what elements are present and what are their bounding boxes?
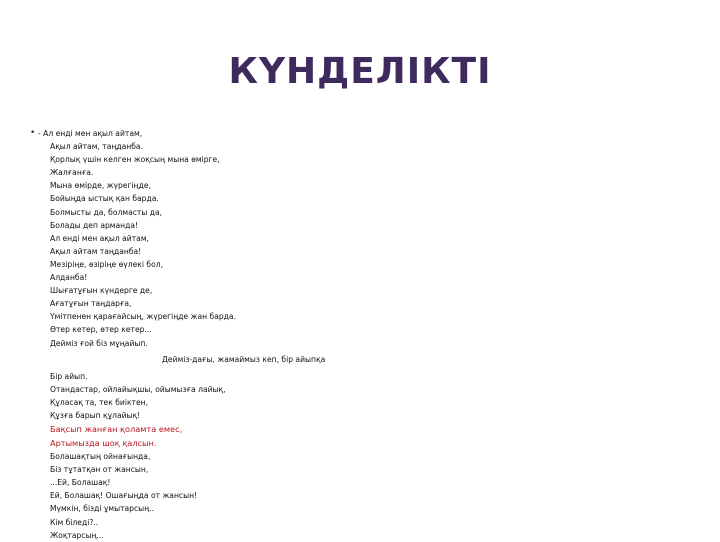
poem-line: ...Ей, Болашақ! bbox=[50, 478, 111, 488]
poem-highlight-line: Бақсып жанған қоламта емес, bbox=[50, 424, 183, 435]
poem-lines bbox=[38, 127, 678, 542]
poem-line: Мүмкін, бізді ұмытарсың.. bbox=[50, 504, 154, 514]
poem-center-line: Дейміз-дағы, жамаймыз кеп, бір айыпқа bbox=[162, 354, 326, 364]
poem-line: Жоқтарсың... bbox=[50, 530, 104, 540]
poem-line: Бір айып. bbox=[50, 371, 88, 381]
poem-group-2 bbox=[38, 370, 678, 422]
poem-line: Ағатұғын таңдарға, bbox=[50, 299, 132, 309]
poem-line: Ақыл айтам, таңданба. bbox=[50, 142, 143, 152]
poem-line: Біз тұтатқан от жансын, bbox=[50, 465, 149, 475]
poem-line: Бойыңда ыстық қан барда. bbox=[50, 194, 159, 204]
poem-line: - Ал енді мен ақыл айтам, bbox=[38, 129, 143, 138]
poem-line: Ей, Болашақ! Ошағыңда от жансын! bbox=[50, 491, 198, 501]
poem-group-1 bbox=[38, 140, 678, 350]
poem-line: Болашақтың ойнағында, bbox=[50, 452, 151, 462]
poem-line: Шығатұғын күндерге де, bbox=[50, 286, 153, 296]
poem-line: Дейміз ғой біз мұңайып. bbox=[50, 338, 148, 348]
poem-highlight-line: Артымызда шоқ қалсын. bbox=[50, 438, 157, 449]
poem-line: Мезіріңе, өзіріңе өүлекі бол, bbox=[50, 259, 164, 269]
poem-line: Алданба! bbox=[50, 273, 88, 283]
poem-highlighted-lines bbox=[38, 422, 678, 450]
bullet-icon: • bbox=[30, 128, 36, 138]
poem-line: Кім біледі?.. bbox=[50, 517, 99, 527]
poem-line: Үмітпенен қарағайсың, жүрегіңде жан барда. bbox=[50, 312, 236, 322]
poem-line: Құласақ та, тек биіктен, bbox=[50, 397, 149, 407]
poem-line: Ақыл айтам таңданба! bbox=[50, 246, 142, 256]
poem-line: Қорлық үшін келген жоқсың мына өмірге, bbox=[50, 155, 220, 165]
poem-line: Жалғанға. bbox=[50, 168, 94, 178]
poem-line: Өтер кетер, өтер кетер... bbox=[50, 325, 152, 335]
poem-line: Ал енді мен ақыл айтам, bbox=[50, 233, 149, 243]
poem-line: Құзға барып құлайық! bbox=[50, 410, 141, 420]
poem-group-3 bbox=[38, 450, 678, 542]
poem-line: Болады деп арманда! bbox=[50, 220, 139, 230]
poem-line: Мына өмірде, жүрегіңде, bbox=[50, 181, 151, 191]
slide-title: КҮНДЕЛІКТІ bbox=[228, 51, 492, 92]
poem-line: Болмысты да, болмасты да, bbox=[50, 207, 163, 217]
poem-line: Отандастар, ойлайықшы, ойымызға лайық, bbox=[50, 384, 226, 394]
